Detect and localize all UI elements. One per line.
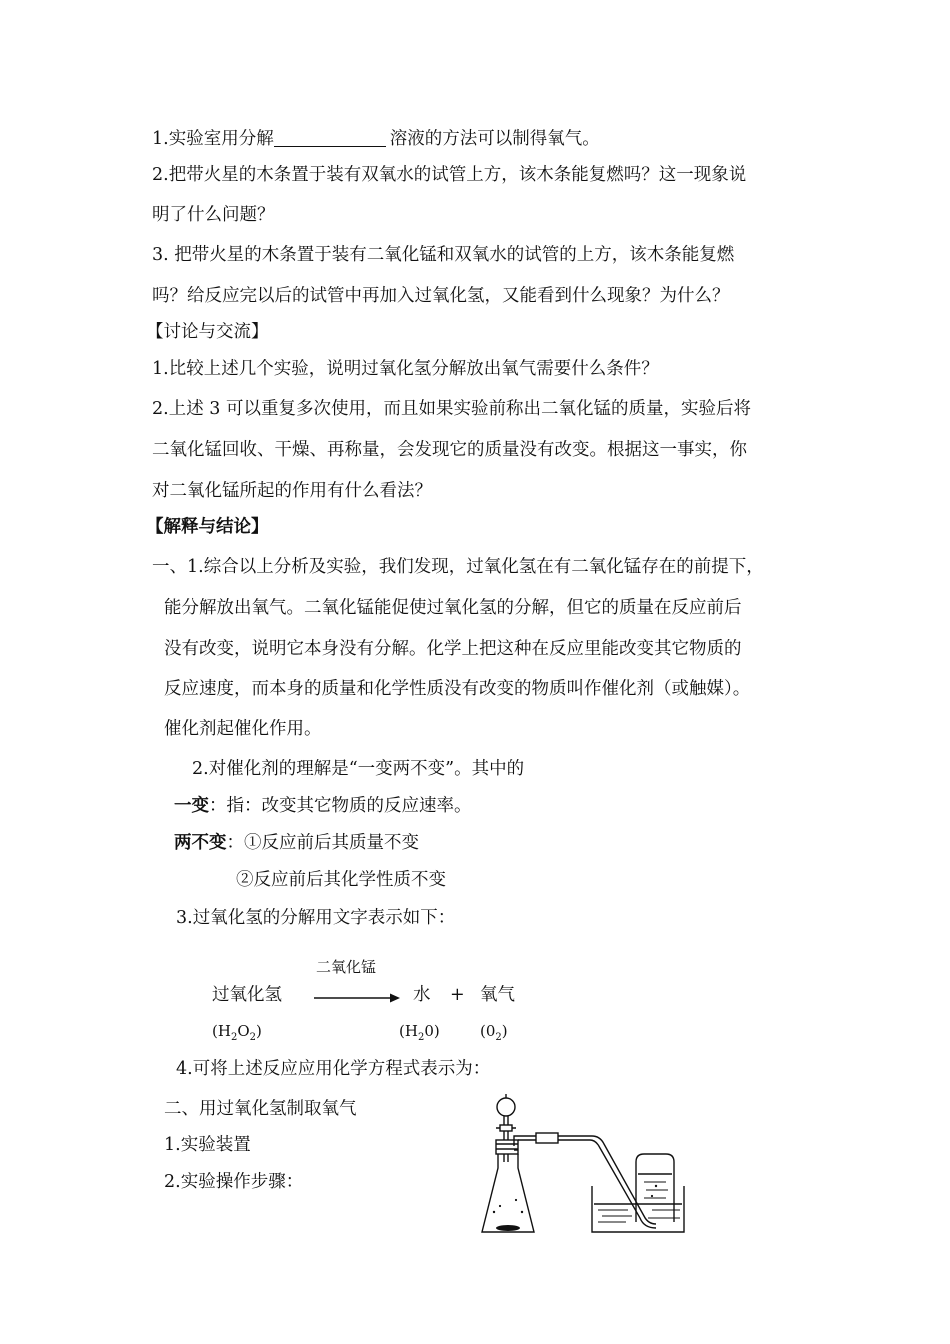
equation-catalyst: 二氧化锰 [316, 958, 377, 976]
conclusion-p1-line-5: 催化剂起催化作用。 [164, 719, 322, 739]
conclusion-p1-line-1: 一、1.综合以上分析及实验，我们发现，过氧化氢在有二氧化锰存在的前提下， [152, 557, 764, 577]
conclusion-p1-line-3: 没有改变，说明它本身没有分解。化学上把这种在反应里能改变其它物质的 [164, 639, 742, 659]
part2-heading: 二、用过氧化氢制取氧气 [164, 1099, 357, 1119]
formula-o2: $(0_2)$ [480, 1022, 508, 1043]
discussion-heading: 【讨论与交流】 [146, 322, 269, 342]
conclusion-heading: 【解释与结论】 [146, 517, 269, 537]
conclusion-p4: 4.可将上述反应应用化学方程式表示为： [176, 1059, 491, 1079]
reaction-arrow [314, 992, 400, 1004]
discussion-2-line-1: 2.上述 3 可以重复多次使用，而且如果实验前称出二氧化锰的质量，实验后将 [152, 399, 751, 419]
equation-reactant: 过氧化氢 [212, 985, 282, 1005]
funnel-bulb-icon [497, 1098, 515, 1116]
discussion-2-line-2: 二氧化锰回收、干燥、再称量，会发现它的质量没有改变。根据这一事实，你 [152, 440, 747, 460]
conclusion-p2: 2.对催化剂的理解是“一变两不变”。其中的 [192, 759, 525, 779]
two-nochange: 两不变：①反应前后其质量不变 [174, 833, 419, 853]
equation-product-oxygen: 氧气 [480, 985, 515, 1005]
conclusion-p3: 3.过氧化氢的分解用文字表示如下： [176, 908, 456, 928]
question-3-line-2: 吗？给反应完以后的试管中再加入过氧化氢，又能看到什么现象？为什么？ [152, 286, 730, 306]
question-1: 1.实验室用分解 溶液的方法可以制得氧气。 [152, 129, 600, 149]
discussion-1: 1.比较上述几个实验，说明过氧化氢分解放出氧气需要什么条件？ [152, 359, 659, 379]
part2-step-2: 2.实验操作步骤： [164, 1172, 304, 1192]
equation-plus: + [450, 985, 465, 1005]
formula-h2o: $(H_20)$ [399, 1022, 440, 1043]
formula-h2o2: $(H_2O_2)$ [212, 1022, 262, 1043]
question-2-line-2: 明了什么问题？ [152, 205, 275, 225]
conical-flask-icon [482, 1154, 534, 1232]
one-change: 一变：指：改变其它物质的反应速率。 [174, 796, 472, 816]
answer-blank[interactable] [274, 128, 386, 147]
question-2-line-1: 2.把带火星的木条置于装有双氧水的试管上方，该木条能复燃吗？这一现象说 [152, 165, 747, 185]
conclusion-p1-line-4: 反应速度，而本身的质量和化学性质没有改变的物质叫作催化剂（或触媒）。 [164, 679, 751, 699]
conclusion-p1-line-2: 能分解放出氧气。二氧化锰能促使过氧化氢的分解，但它的质量在反应前后 [164, 598, 742, 618]
water-trough-icon [592, 1186, 684, 1232]
oxygen-apparatus-diagram [476, 1092, 686, 1240]
discussion-2-line-3: 对二氧化锰所起的作用有什么看法？ [152, 481, 432, 501]
equation-product-water: 水 [413, 985, 431, 1005]
two-nochange-2: ②反应前后其化学性质不变 [236, 870, 446, 890]
question-3-line-1: 3. 把带火星的木条置于装有二氧化锰和双氧水的试管的上方，该木条能复燃 [152, 245, 735, 265]
part2-step-1: 1.实验装置 [164, 1135, 251, 1155]
